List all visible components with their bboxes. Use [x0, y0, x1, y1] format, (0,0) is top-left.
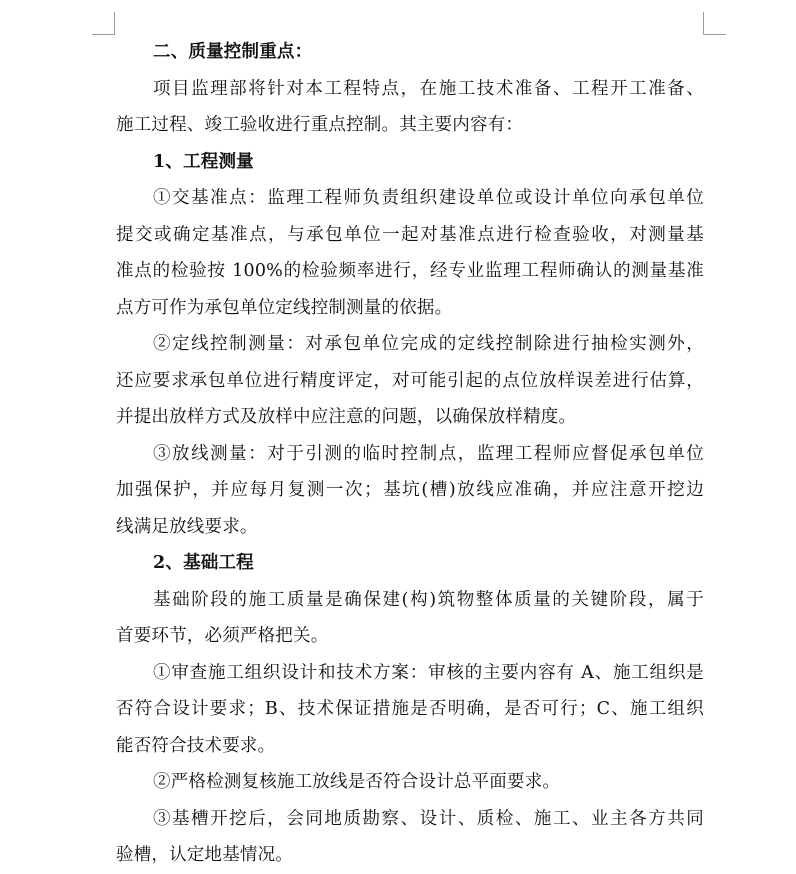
paragraph-line: ③基槽开挖后，会同地质勘察、设计、质检、施工、业主各方共同	[153, 808, 704, 829]
paragraph-line: 并提出放样方式及放样中应注意的问题，以确保放样精度。	[116, 407, 577, 427]
paragraph-line: 验槽，认定地基情况。	[116, 845, 293, 865]
paragraph-line: ①审查施工组织设计和技术方案：审核的主要内容有 A、施工组织是	[153, 662, 704, 683]
paragraph-line: 提交或确定基准点，与承包单位一起对基准点进行检查验收，对测量基	[116, 224, 704, 245]
crop-mark-top-left	[92, 12, 115, 35]
paragraph-line: 点方可作为承包单位定线控制测量的依据。	[116, 297, 453, 318]
paragraph-line: 线满足放线要求。	[116, 516, 258, 537]
subsection-heading: 2、基础工程	[153, 553, 254, 573]
paragraph-line: ③放线测量：对于引测的临时控制点，监理工程师应督促承包单位	[153, 443, 704, 464]
paragraph-line: 否符合设计要求；B、技术保证措施是否明确，是否可行；C、施工组织	[116, 699, 704, 719]
paragraph-line: 准点的检验按 100%的检验频率进行，经专业监理工程师确认的测量基准	[116, 261, 704, 281]
paragraph-line: 还应要求承包单位进行精度评定，对可能引起的点位放样误差进行估算，	[116, 370, 704, 391]
paragraph-line: 能否符合技术要求。	[116, 735, 276, 756]
paragraph-line: 施工过程、竣工验收进行重点控制。其主要内容有：	[116, 115, 524, 135]
subsection-heading: 1、工程测量	[153, 151, 254, 172]
crop-mark-top-right	[703, 12, 726, 35]
paragraph-line: ②定线控制测量：对承包单位完成的定线控制除进行抽检实测外，	[153, 334, 704, 354]
paragraph-line: 首要环节，必须严格把关。	[116, 626, 329, 646]
paragraph-line: ②严格检测复核施工放线是否符合设计总平面要求。	[153, 772, 561, 792]
paragraph-line: 基础阶段的施工质量是确保建(构)筑物整体质量的关键阶段，属于	[153, 589, 704, 610]
paragraph-line: 加强保护，并应每月复测一次；基坑(槽)放线应准确，并应注意开挖边	[116, 480, 704, 500]
paragraph-line: ①交基准点：监理工程师负责组织建设单位或设计单位向承包单位	[153, 188, 704, 208]
paragraph-line: 项目监理部将针对本工程特点，在施工技术准备、工程开工准备、	[153, 78, 704, 99]
section-heading: 二、质量控制重点：	[153, 42, 313, 62]
document-body[interactable]	[116, 34, 704, 874]
